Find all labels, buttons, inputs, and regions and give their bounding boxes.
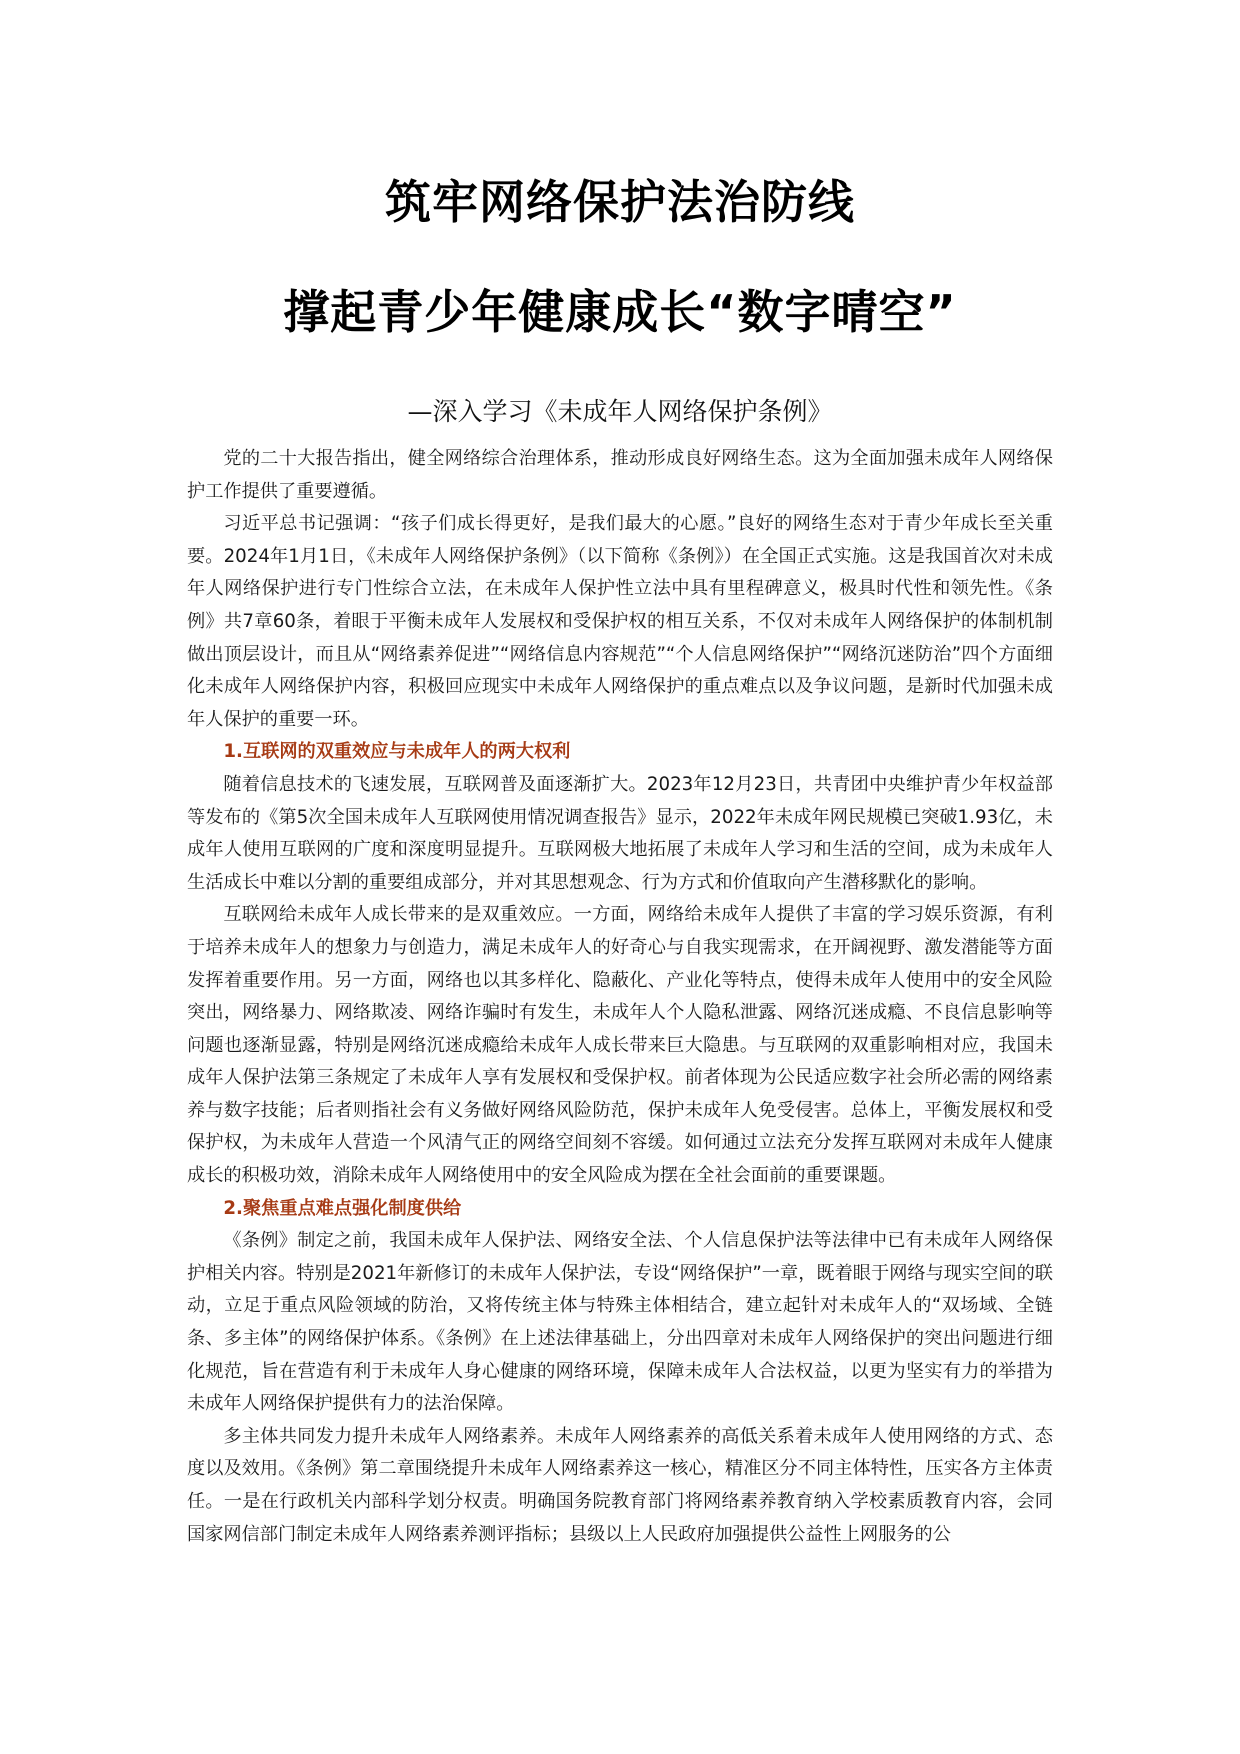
paragraph-intro-1: 党的二十大报告指出，健全网络综合治理体系，推动形成良好网络生态。这为全面加强未成年人网络保护工作提供了重要遵循。 [187, 448, 1053, 502]
paragraph-section1-2: 互联网给未成年人成长带来的是双重效应。一方面，网络给未成年人提供了丰富的学习娱乐资源，有利于培养未成年人的想象力与创造力，满足未成年人的好奇心与自我实现需求，在开阔视野、激发潜能等方面发挥着重要作用。另一方面，网络也以其多样化、隐蔽化、产业化等特点，使得未成年人使用中的安全风险突出，网络暴力、网络欺凌、网络诈骗时有发生，未成年人个人隐私泄露、网络沉迷成瘾、不良信息影响等问题也逐渐显露，特别是网络沉迷成瘾给未成年人成长带来巨大隐患。与互联网的双重影响相对应，我国未成年人保护法第三条规定了未成年人享有发展权和受保护权。前者体现为公民适应数字社会所必需的网络素养与数字技能；后者则指社会有义务做好网络风险防范，保护未成年人免受侵害。总体上，平衡发展权和受保护权，为未成年人营造一个风清气正的网络空间刻不容缓。如何通过立法充分发挥互联网对未成年人健康成长的积极功效，消除未成年人网络使用中的安全风险成为摆在全社会面前的重要课题。 [187, 904, 1053, 1187]
paragraph-section2-2: 多主体共同发力提升未成年人网络素养。未成年人网络素养的高低关系着未成年人使用网络的方式、态度以及效用。《条例》第二章围绕提升未成年人网络素养这一核心，精准区分不同主体特性，压实各方主体责任。一是在行政机关内部科学划分权责。明确国务院教育部门将网络素养教育纳入学校素质教育内容，会同国家网信部门制定未成年人网络素养测评指标；县级以上人民政府加强提供公益性上网服务的公 [187, 1425, 1053, 1545]
document-subtitle: —深入学习《未成年人网络保护条例》 [407, 397, 833, 426]
document-title-line-1: 筑牢网络保护法治防线 [385, 175, 855, 229]
section-heading-1: 1.互联网的双重效应与未成年人的两大权利 [223, 741, 571, 763]
section-heading-2: 2.聚焦重点难点强化制度供给 [223, 1197, 462, 1219]
paragraph-section2-1: 《条例》制定之前，我国未成年人保护法、网络安全法、个人信息保护法等法律中已有未成年人网络保护相关内容。特别是2021年新修订的未成年人保护法，专设“网络保护”一章，既着眼于网络与现实空间的联动，立足于重点风险领域的防治，又将传统主体与特殊主体相结合，建立起针对未成年人的“双场域、全链条、多主体”的网络保护体系。《条例》在上述法律基础上，分出四章对未成年人网络保护的突出问题进行细化规范，旨在营造有利于未成年人身心健康的网络环境，保障未成年人合法权益，以更为坚实有力的举措为未成年人网络保护提供有力的法治保障。 [187, 1230, 1053, 1415]
paragraph-intro-2: 习近平总书记强调：“孩子们成长得更好，是我们最大的心愿。”良好的网络生态对于青少年成长至关重要。2024年1月1日，《未成年人网络保护条例》（以下简称《条例》）在全国正式实施。这是我国首次对未成年人网络保护进行专门性综合立法，在未成年人保护性立法中具有里程碑意义，极具时代性和领先性。《条例》共7章60条，着眼于平衡未成年人发展权和受保护权的相互关系，不仅对未成年人网络保护的体制机制做出顶层设计，而且从“网络素养促进”“网络信息内容规范”“个人信息网络保护”“网络沉迷防治”四个方面细化未成年人网络保护内容，积极回应现实中未成年人网络保护的重点难点以及争议问题，是新时代加强未成年人保护的重要一环。 [187, 513, 1053, 730]
paragraph-section1-1: 随着信息技术的飞速发展，互联网普及面逐渐扩大。2023年12月23日，共青团中央维护青少年权益部等发布的《第5次全国未成年人互联网使用情况调查报告》显示，2022年未成年网民规模已突破1.93亿，未成年人使用互联网的广度和深度明显提升。互联网极大地拓展了未成年人学习和生活的空间，成为未成年人生活成长中难以分割的重要组成部分，并对其思想观念、行为方式和价值取向产生潜移默化的影响。 [187, 773, 1053, 893]
document-body [187, 443, 1053, 1551]
document-title-line-2: 撑起青少年健康成长“数字晴空” [283, 285, 957, 339]
